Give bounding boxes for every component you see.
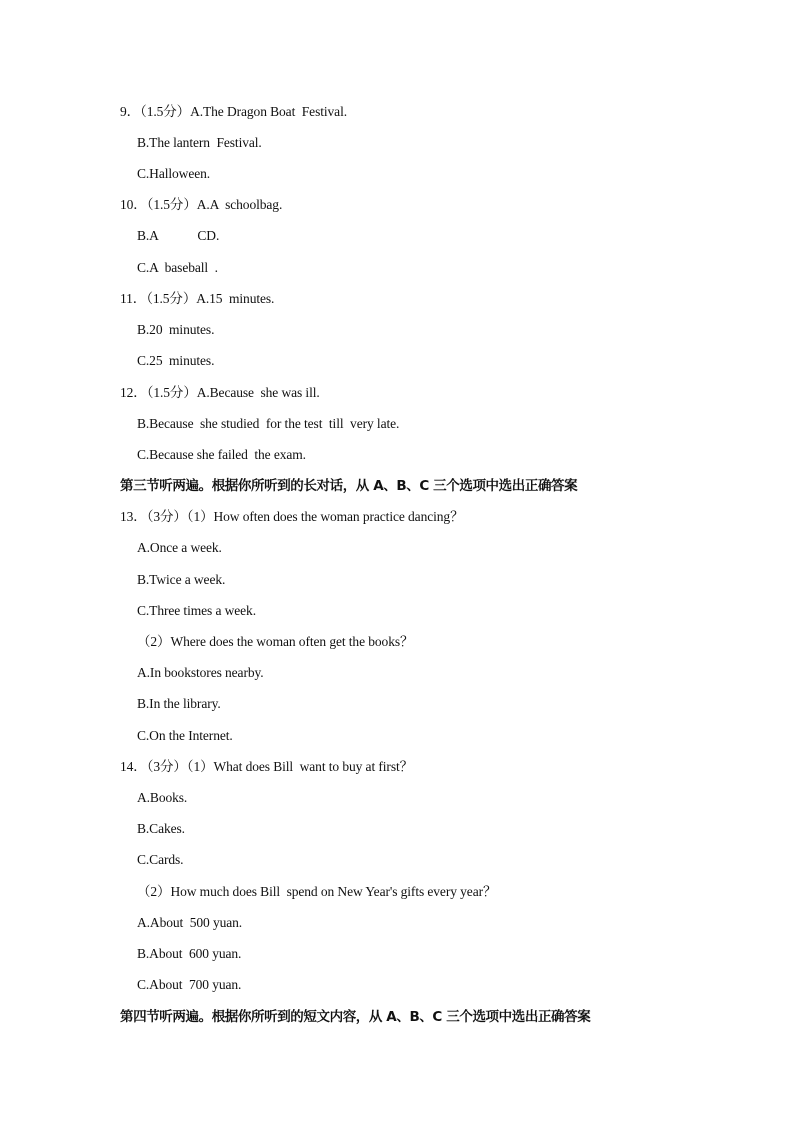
question-9-option-c: C.Halloween. [137, 166, 211, 181]
question-13-2-option-b: B.In the library. [137, 696, 221, 711]
question-13-stem: 13．（3分）（1）How often does the woman practice dancing？ [120, 509, 464, 524]
question-10-option-b: B.A CD. [137, 228, 220, 243]
question-12-option-b: B.Because she studied for the test till very late. [137, 416, 400, 431]
section-4-heading: 第四节听两遍。根据你所听到的短文内容，从 A、B、C 三个选项中选出正确答案 [120, 1009, 591, 1025]
question-13-2-option-a: A.In bookstores nearby. [137, 665, 264, 680]
question-12-option-c: C.Because she failed the exam. [137, 447, 306, 462]
question-13-sub-2: （2）Where does the woman often get the books？ [137, 634, 414, 649]
question-11-option-c: C.25 minutes. [137, 353, 215, 368]
question-14-1-option-a: A.Books. [137, 790, 188, 805]
section-3-heading: 第三节听两遍。根据你所听到的长对话，从 A、B、C 三个选项中选出正确答案 [120, 478, 578, 494]
question-9-stem: 9．（1.5分）A.The Dragon Boat Festival. [120, 104, 347, 119]
question-14-sub-2: （2）How much does Bill spend on New Year's gifts every year？ [137, 884, 497, 899]
question-13-1-option-a: A.Once a week. [137, 540, 222, 555]
question-14-2-option-a: A.About 500 yuan. [137, 915, 243, 930]
question-12-stem: 12．（1.5分）A.Because she was ill. [120, 385, 320, 400]
question-10-stem: 10．（1.5分）A.A schoolbag. [120, 197, 283, 212]
question-14-2-option-c: C.About 700 yuan. [137, 977, 242, 992]
question-14-1-option-b: B.Cakes. [137, 821, 185, 836]
question-10-option-c: C.A baseball . [137, 260, 218, 275]
question-13-2-option-c: C.On the Internet. [137, 728, 233, 743]
question-14-2-option-b: B.About 600 yuan. [137, 946, 242, 961]
question-11-option-b: B.20 minutes. [137, 322, 215, 337]
question-13-1-option-b: B.Twice a week. [137, 572, 226, 587]
question-11-stem: 11．（1.5分）A.15 minutes. [120, 291, 275, 306]
question-14-stem: 14．（3分）（1）What does Bill want to buy at first？ [120, 759, 414, 774]
question-13-1-option-c: C.Three times a week. [137, 603, 256, 618]
question-9-option-b: B.The lantern Festival. [137, 135, 262, 150]
question-14-1-option-c: C.Cards. [137, 852, 184, 867]
